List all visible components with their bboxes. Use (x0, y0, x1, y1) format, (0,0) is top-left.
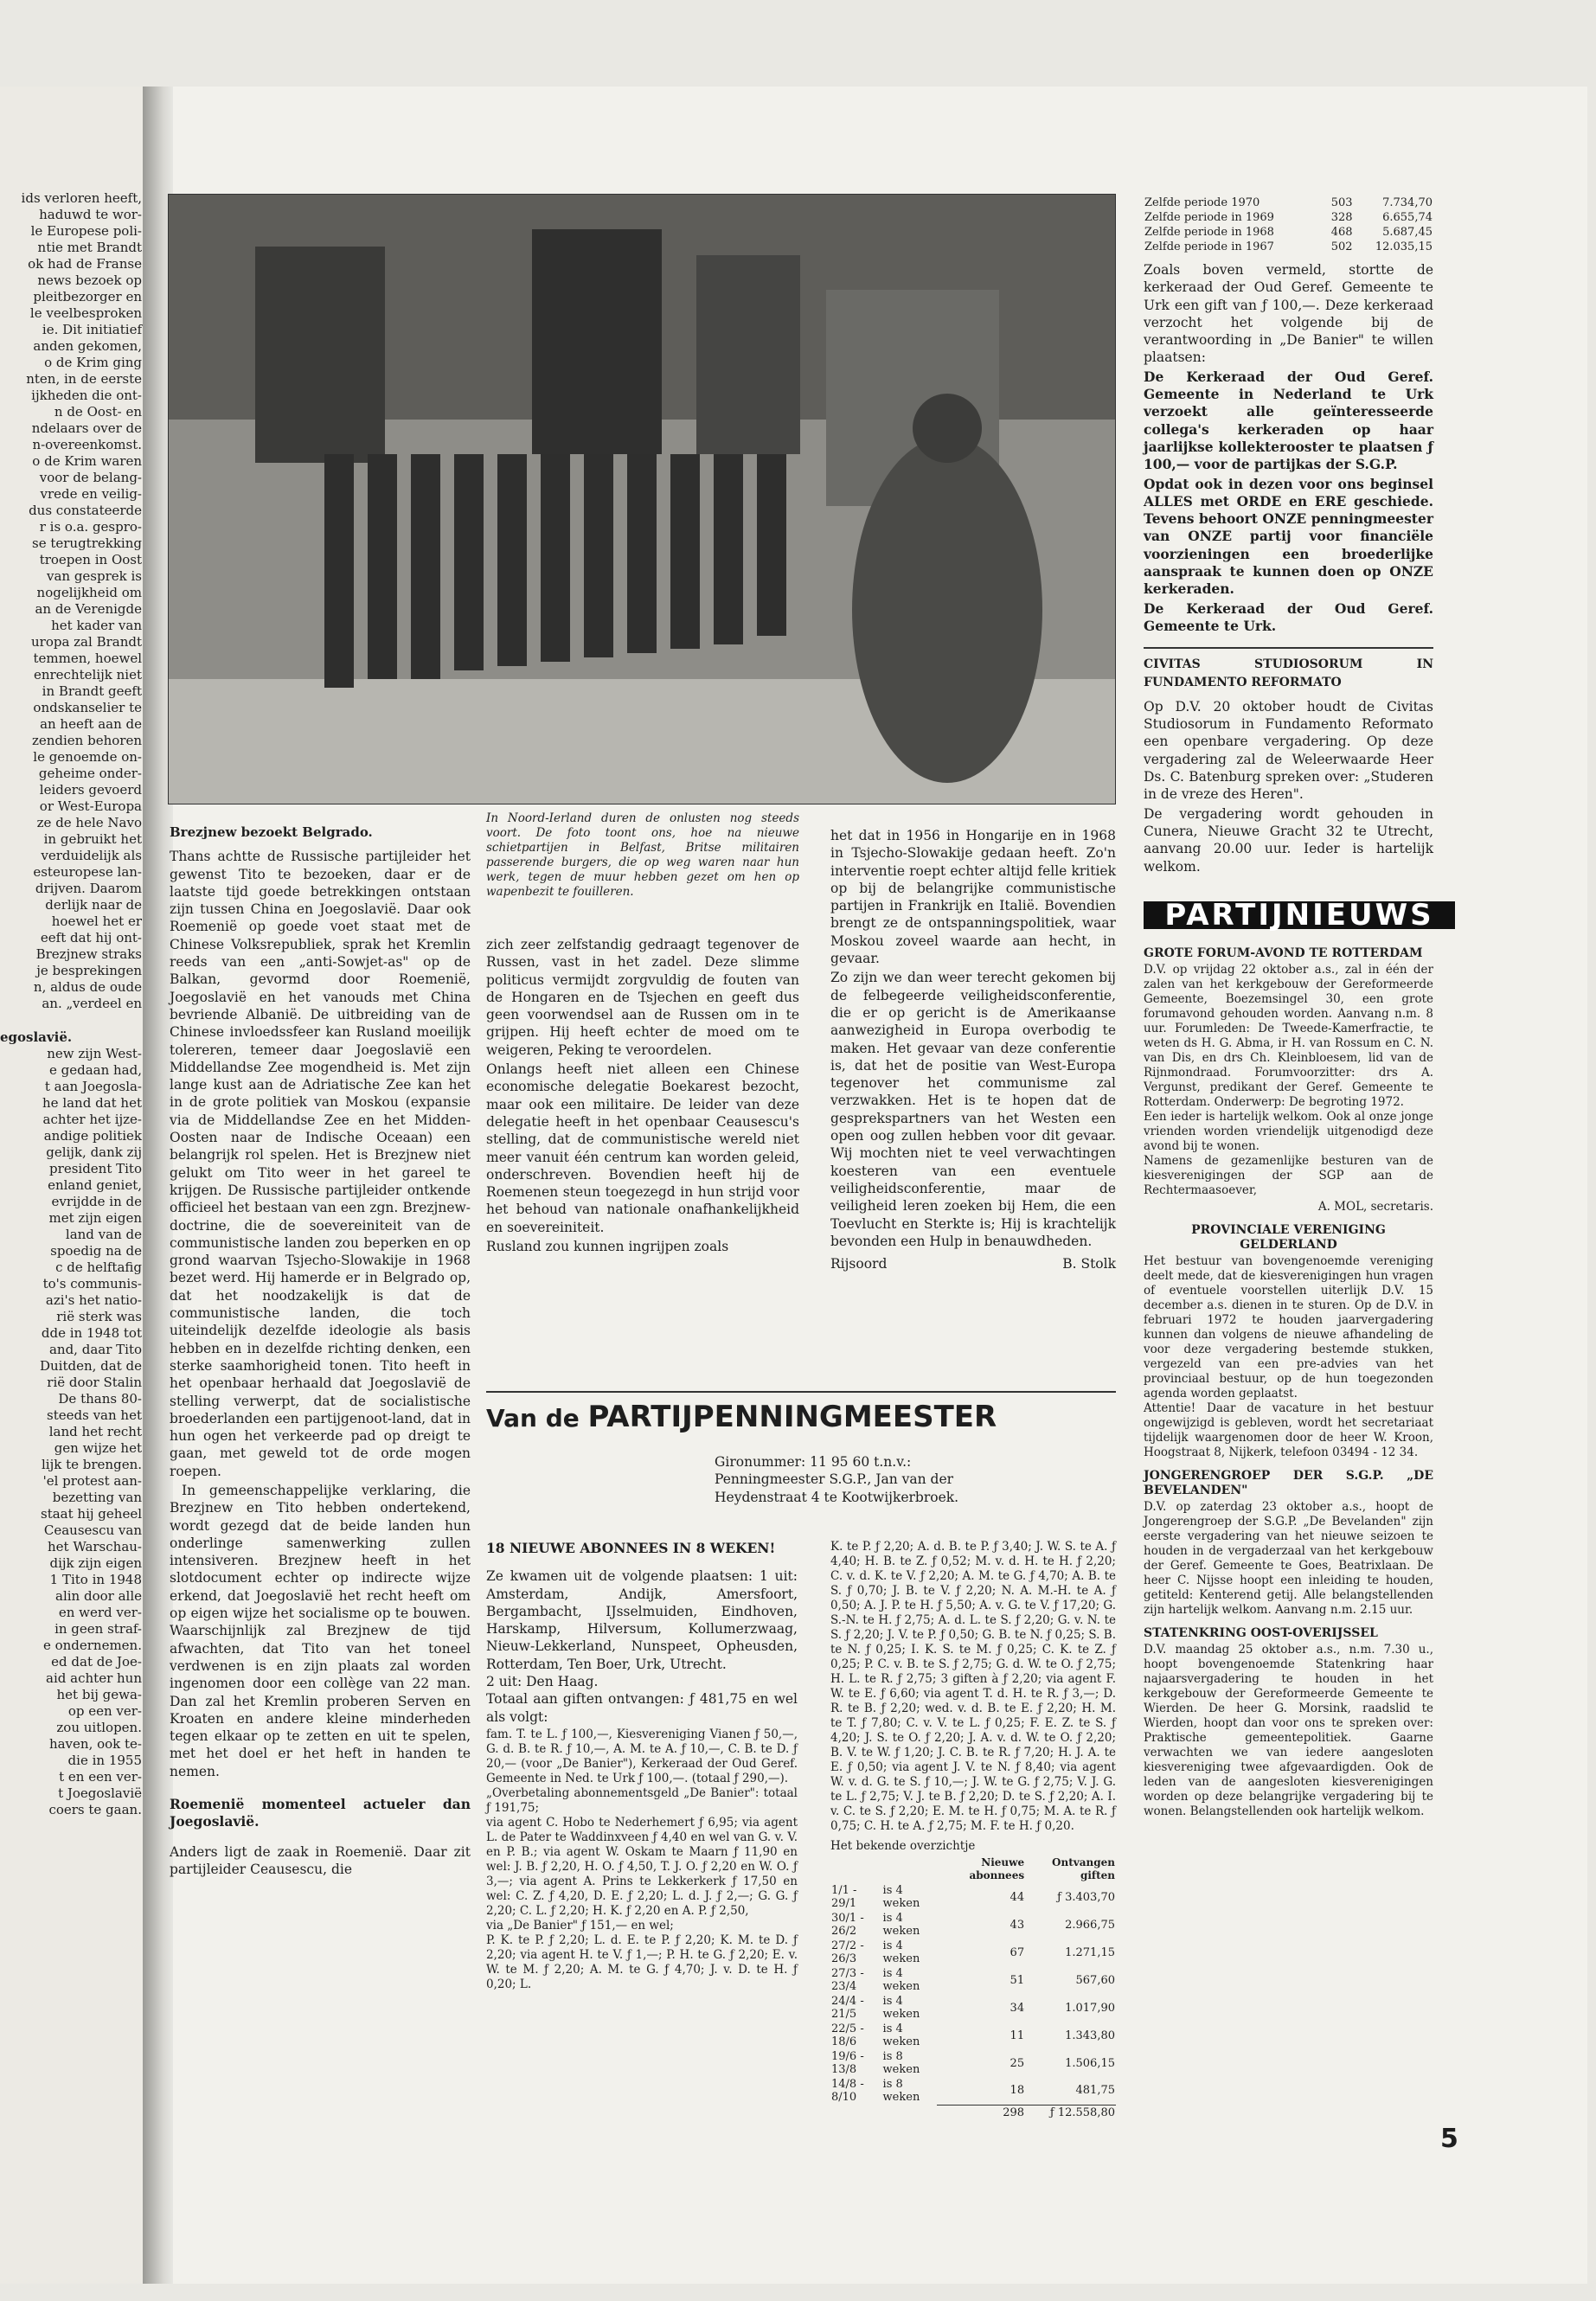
overview-cell: 11 (1010, 2029, 1025, 2042)
period-cell: Zelfde periode in 1967 (1144, 240, 1274, 253)
paragraph: De vergadering wordt gehouden in Cunera, Nieuwe Gracht 32 te Utrecht, aanvang 20.00 uur. Ieder is hartelijk welkom. (1144, 805, 1433, 875)
penning-heading: 18 NIEUWE ABONNEES IN 8 WEKEN! (486, 1540, 776, 1556)
overview-cell: is 8 weken (882, 2078, 920, 2104)
left-page-line: temmen, hoewel (33, 651, 142, 666)
left-page-line: to's communis- (42, 1276, 142, 1292)
bevelanden-title: JONGERENGROEP DER S.G.P. „DE BEVELANDEN" (1144, 1469, 1433, 1498)
paragraph-bold: De Kerkeraad der Oud Geref. Gemeente te Urk. (1144, 599, 1433, 634)
overview-cell: is 4 weken (882, 1967, 920, 1993)
forum-sign: A. MOL, secretaris. (1317, 1200, 1433, 1215)
period-cell: 502 (1330, 240, 1353, 253)
period-cell: Zelfde periode in 1969 (1144, 211, 1274, 224)
paragraph: In gemeenschappelijke verklaring, die Brezjnew en Tito hebben ondertekend, wordt gezegd dat de beide landen hun onderlinge samenwerking zullen intensiveren. Brezjnew heeft in het slotdocument echter op indirecte wijze erkend, dat Joegoslavië het recht heeft om op eigen wijze het socialisme op te bouwen. Waarschijnlijk zal Brezjnew de tijd afwachten, dat Tito van het toneel verdwenen is en zijn plaats zal worden ingenomen door een collège van 22 man. Dan zal het Kremlin proberen Serven en Kroaten en andere kleine minderheden tegen elkaar op te zetten en uit te spelen, met het doel er het heft in handen te nemen. (170, 1482, 471, 1779)
paragraph-bold: Opdat ook in dezen voor ons beginsel ALLES met ORDE en ERE geschiede. Tevens behoort ONZE penningmeester van ONZE partij voor financiële voorzieningen een broederlijke aanspraak te kunnen doen op ONZE kerkeraden. (1144, 475, 1433, 598)
title-prefix: Van de (486, 1404, 588, 1433)
overview-cell: 481,75 (1075, 2084, 1115, 2098)
left-page-heading: egoslavië. (0, 1029, 73, 1045)
overview-cell: 27/3 - 23/4 (831, 1967, 864, 1993)
left-page-line: an de Verenigde (35, 601, 142, 617)
left-page-line: 1 Tito in 1948 (49, 1572, 142, 1587)
left-page-line: he land dat het (42, 1095, 142, 1111)
overview-cell: 27/2 - 26/3 (831, 1939, 864, 1965)
left-page-line: ondskanselier te (33, 700, 142, 715)
period-row (1144, 225, 1433, 240)
gelder-title: PROVINCIALE VERENIGING GELDERLAND (1191, 1223, 1386, 1253)
left-page-line: in gebruikt het (43, 831, 142, 847)
left-page-line: en werd ver- (58, 1605, 142, 1620)
paragraph: Zo zijn we dan weer terecht gekomen bij de felbegeerde veiligheidsconferentie, die er op gericht is de Amerikaanse aanwezigheid in Europa overbodig te maken. Het gevaar van deze conferentie is, dat het de positie van West-Europa tegenover het communisme zal verzwakken. Het is te hopen dat de gesprekspartners van het Westen een open oog zullen hebben voor dit gevaar. Wij mochten niet te veel verwachtingen koesteren van een eventuele veiligheidsconferentie, maar de veiligheid leren zoeken bij Hem, die een Toevlucht en Sterkte is; Hij is krachtelijk bevonden een Hulp in benauwdheden. (830, 970, 1116, 1249)
overview-header: Ontvangen giften (1052, 1856, 1115, 1881)
bevelanden-text: D.V. op zaterdag 23 oktober a.s., hoopt de Jongerengroep der S.G.P. „De Bevelanden" zijn eerste vergadering van het nieuwe seizoen te houden in de vergaderzaal van het kerkgebouw der Geref. Gemeente te Goes, Beatrixlaan. De heer C. Nijsse hoopt een inleiding te houden, getiteld: Kenterend getij. Alle belangstellenden zijn hartelijk welkom. Aanvang n.m. 2.15 uur. (1144, 1500, 1433, 1618)
left-page-line: ntie met Brandt (37, 240, 142, 255)
left-page-line: o de Krim ging (44, 355, 142, 370)
overview-label: Het bekende overzichtje (830, 1839, 976, 1853)
overview-cell: 1.343,80 (1065, 2029, 1115, 2042)
overview-cell: is 4 weken (882, 1995, 920, 2021)
left-page-line: ids verloren heeft, (21, 190, 142, 206)
left-page-line: ze de hele Navo (36, 815, 142, 830)
left-page-line: ed dat de Joe- (51, 1654, 142, 1670)
left-page-line: azi's het natio- (45, 1292, 142, 1308)
left-page-line: se terugtrekking (32, 535, 142, 551)
period-cell: 5.687,45 (1382, 226, 1433, 239)
period-row (1144, 210, 1433, 225)
overview-cell: 1.271,15 (1065, 1945, 1115, 1959)
left-page-line: het bij gewa- (56, 1687, 142, 1702)
left-page-line: e gedaan had, (48, 1062, 142, 1078)
paragraph: Thans achtte de Russische partijleider het gewenst Tito te bezoeken, daar er de laatste tijd goede betrekkingen ontstaan zijn tussen China en Joegoslavië. Daar ook Roemenië op goede voet staat met de Chinese Volksrepubliek, sprak het Kremlin reeds van een „anti-Sowjet-as" op de Balkan, gevormd door Roemenië, Joegoslavië en het vanouds met China bevriende Albanië. De uitbreiding van de Chinese invloedssfeer kan Rusland moeilijk tolereren, temeer daar Joegoslavië een Middellandse Zee mogendheid is. Met zijn lange kust aan de Adriatische Zee kan het in de grote politiek van Moskou (expansie via de Middellandse Zee en het Midden-Oosten naar de Indische Oceaan) een belangrijk rol spelen. Het is Brezjnew niet gelukt om Tito weer in het gareel te krijgen. De Russische partijleider ontkende officieel het bestaan van een zgn. Brezjnew-doctrine, die de soevereiniteit van de communistische landen zou beperken en op grond waarvan Tsjecho-Slowakije in 1968 bezet werd. Hij hamerde er in Belgrado op, dat het noodzakelijk is dat de communistische landen, die toch uiteindelijk dezelfde ideologie als basis hebben en in dezelfde richting denken, een sterke saamhorigheid tonen. Tito heeft in het openbaar herhaald dat Joegoslavië de stelling verwerpt, dat de socialistische broederlanden een partijgenoot-land, dat in hun ogen het verkeerde pad op dreigt te gaan, met geweld tot de orde mogen roepen. (170, 849, 471, 1479)
partijnieuws-section (1144, 946, 1433, 1819)
overview-cell: is 4 weken (882, 1912, 920, 1938)
left-page-line: t en een ver- (59, 1769, 142, 1785)
left-page-line: met zijn eigen (48, 1210, 142, 1226)
overview-cell: 1.017,90 (1065, 2001, 1115, 2015)
left-page-line: zendien behoren (31, 733, 142, 748)
period-cell: Zelfde periode 1970 (1144, 196, 1260, 209)
paragraph: Onlangs heeft niet alleen een Chinese economische delegatie Boekarest bezocht, maar ook een militaire. De leider van deze delegatie heeft in het openbaar Ceausescu's stelling, dat de communistische wereld niet meer vanuit één centrum kan worden geleid, onderschreven. Bovendien heeft hij de Roemenen steun toegezegd in hun strijd voor het behoud van nationale onafhankelijkheid en soevereiniteit. (486, 1061, 799, 1235)
gelder-text: Het bestuur van bovengenoemde vereniging deelt mede, dat de kiesverenigingen hun vragen of eventuele voorstellen uiterlijk D.V. 15 december a.s. dienen in te sturen. Op de D.V. in februari 1972 te houden jaarvergadering kunnen dan volgens de nieuwe afhandeling de voor deze vergadering bestemde stukken, vergezeld van een pre-advies van het provinciaal bestuur, op de hun toegezonden agenda worden geplaatst. Attentie! Daar de vacature in het bestuur ongewijzigd is gebleven, wordt het secretariaat tijdelijk waargenomen door de heer W. Kroon, Hoogstraat 8, Nijkerk, telefoon 03494 - 12 34. (1144, 1254, 1433, 1460)
left-page-line: rië door Stalin (47, 1375, 142, 1390)
left-page-line: dijk zijn eigen (49, 1555, 142, 1571)
article-brezjnew-col1 (170, 824, 471, 1880)
period-cell: 12.035,15 (1375, 240, 1433, 253)
overview-cell: 567,60 (1075, 1973, 1115, 1987)
left-page-line: steeds van het (47, 1407, 142, 1423)
left-page-line: op een ver- (67, 1703, 142, 1719)
paragraph: Rusland zou kunnen ingrijpen zoals (486, 1239, 729, 1255)
overview-row (830, 2077, 1116, 2105)
left-page-line: haven, ook te- (48, 1736, 142, 1752)
photo-caption: In Noord-Ierland duren de onlusten nog steeds voort. De foto toont ons, hoe na nieuwe schietpartijen in Belfast, Britse militairen passerende burgers, die op weg waren naar hun werk, tegen de muur hebben gezet om hen op wapenbezit te fouilleren. (486, 811, 799, 899)
left-page-line: news bezoek op (37, 272, 142, 288)
overview-cell: 1.506,15 (1065, 2056, 1115, 2070)
left-page-line: t aan Joegosla- (44, 1079, 142, 1094)
paragraph: Anders ligt de zaak in Roemenië. Daar zit partijleider Ceausescu, die (170, 1843, 471, 1877)
paragraph: het dat in 1956 in Hongarije en in 1968 in Tsjecho-Slowakije gedaan heeft. Zo'n interventie roept echter altijd felle kritiek op bij de belangrijke communistische partijen in Frankrijk en Italië. Bovendien brengt ze de ontspanningspolitiek, waar Moskou zoveel waarde aan hecht, in gevaar. (830, 828, 1116, 967)
total-gifts: ƒ 12.558,80 (1025, 2105, 1116, 2120)
giro-info: Gironummer: 11 95 60 t.n.v.: Penningmeester S.G.P., Jan van der Heydenstraat 4 te Kootwijkerbroek. (715, 1454, 959, 1505)
overview-cell: 30/1 - 26/2 (831, 1912, 864, 1938)
overview-cell: 24/4 - 21/5 (831, 1995, 864, 2021)
right-column (1144, 195, 1433, 1821)
overview-row (830, 2049, 1116, 2077)
left-page-line: enland geniet, (48, 1177, 142, 1193)
left-page-line: Brezjnew straks (35, 946, 142, 962)
penning-list2: K. te P. ƒ 2,20; A. d. B. te P. ƒ 3,40; J. W. S. te A. ƒ 4,40; H. B. te Z. ƒ 0,52; M. v. d. H. te H. ƒ 2,20; C. v. d. K. te V. ƒ 2,20; A. M. te G. ƒ 4,70; A. B. te S. ƒ 0,70; J. B. te V. ƒ 2,20; N. A. M.-H. te A. ƒ 0,50; A. J. P. te H. ƒ 5,50; A. v. G. te V. ƒ 17,20; G. S.-N. te H. ƒ 2,75; A. d. L. te S. ƒ 2,20; G. v. N. te S. ƒ 2,20; J. V. te P. ƒ 0,50; G. B. te N. ƒ 0,25; S. B. te N. ƒ 0,25; I. K. S. te M. ƒ 0,25; C. K. te Z. ƒ 0,25; P. C. v. B. te S. ƒ 2,75; G. d. W. te O. ƒ 2,75; H. L. te R. ƒ 2,75; 3 giften à ƒ 2,20; via agent F. W. te E. ƒ 6,60; via agent T. d. H. te R. ƒ 3,—; D. R. te B. ƒ 2,20; wed. v. d. B. te E. ƒ 2,20; H. M. te T. ƒ 7,80; C. v. V. te L. ƒ 0,25; F. E. Z. te S. ƒ 4,20; J. S. te O. ƒ 2,20; J. A. v. d. W. te O. ƒ 2,20; B. V. te W. ƒ 1,20; J. C. B. te R. ƒ 7,20; H. J. A. te E. ƒ 0,50; via agent J. V. te N. ƒ 8,40; via agent W. v. d. G. te S. ƒ 10,—; J. W. te G. ƒ 2,75; V. J. G. te L. ƒ 2,75; V. J. te B. ƒ 2,20; D. te S. ƒ 2,20; A. I. v. C. te S. ƒ 2,20; E. M. te H. ƒ 0,75; M. A. te R. ƒ 0,75; C. H. te A. ƒ 2,75; M. F. te H. ƒ 0,20. (830, 1540, 1116, 1833)
left-page-line: rië sterk was (56, 1309, 142, 1324)
overview-row (830, 1939, 1116, 1966)
left-page-line: van gesprek is (46, 568, 142, 584)
left-page-line: De thans 80- (58, 1391, 142, 1407)
overview-cell: 1/1 - 29/1 (831, 1884, 857, 1910)
overview-cell: 25 (1010, 2056, 1025, 2070)
total-subscribers: 298 (937, 2105, 1025, 2120)
paragraph: zich zeer zelfstandig gedraagt tegenover de Russen, vast in het zadel. Deze slimme politicus vermijdt zorgvuldig de fouten van de Hongaren en de Tsjechen en geeft dus geen voorwendsel aan de Russen om in te grijpen. Hij heeft echter de moed om te weigeren, Peking te veroordelen. (486, 937, 799, 1058)
left-page-line: Duitden, dat de (39, 1358, 142, 1374)
left-page-line: derlijk naar de (45, 897, 142, 913)
overview-header (882, 1856, 937, 1883)
left-page-line: t Joegoslavië (58, 1785, 142, 1801)
period-cell: Zelfde periode in 1968 (1144, 226, 1274, 239)
left-page-line: zou uitlopen. (56, 1720, 142, 1735)
paragraph-bold: De Kerkeraad der Oud Geref. Gemeente in Nederland te Urk verzoekt alle geïnteresseerde collega's kerkeraden op haar jaarlijkse kollekterooster te plaatsen ƒ 100,— voor de partijkas der S.G.P. (1144, 368, 1433, 473)
forum-text: D.V. op vrijdag 22 oktober a.s., zal in één der zalen van het kerkgebouw der Gereformeerde Gemeente, Boezemsingel 30, een grote forumavond gehouden worden. Aanvang n.m. 8 uur. Forumleden: De Tweede-Kamerfractie, te weten ds H. G. Abma, ir H. van Rossum en C. N. van Dis, en drs Ch. Kleinbloesem, lid van de Rijnmondraad. Forumvoorzitter: drs A. Vergunst, predikant der Geref. Gemeente te Rotterdam. Onderwerp: De begroting 1972. Een ieder is hartelijk welkom. Ook al onze jonge vrienden worden vriendelijk uitgenodigd deze avond bij te wonen. Namens de gezamenlijke besturen van de kiesverenigingen der SGP aan de Rechtermaasoever, (1144, 963, 1433, 1198)
left-page-line: lijk te brengen. (42, 1457, 142, 1472)
overview-cell: 22/5 - 18/6 (831, 2022, 864, 2048)
overview-row (830, 1966, 1116, 1994)
page-number: 5 (1440, 2124, 1458, 2154)
left-page-line: coers te gaan. (48, 1802, 142, 1817)
forum-title: GROTE FORUM-AVOND TE ROTTERDAM (1144, 946, 1423, 961)
partijnieuws-banner: PARTIJNIEUWS (1144, 901, 1455, 929)
left-page-line: n, aldus de oude (33, 979, 142, 995)
left-page-line: 'el protest aan- (42, 1473, 142, 1489)
penning-col2 (830, 1540, 1116, 2120)
penning-list1: fam. T. te L. ƒ 100,—, Kiesvereniging Vianen ƒ 50,—, G. d. B. te R. ƒ 10,—, A. M. te A. ƒ 10,—, C. B. te D. ƒ 20,— (voor „De Banier"), Kerkeraad der Oud Geref. Gemeente in Ned. te Urk ƒ 100,—. (totaal ƒ 290,—). „Overbetaling abonnementsgeld „De Banier": totaal ƒ 191,75; via agent C. Hobo te Nederhemert ƒ 6,95; via agent L. de Pater te Waddinxveen ƒ 4,40 en wel van G. v. V. en P. B.; via agent W. Oskam te Maarn ƒ 11,90 en wel: J. B. ƒ 2,20, H. O. ƒ 4,50, T. J. O. ƒ 2,20 en W. O. ƒ 3,—; via agent A. Prins te Lekkerkerk ƒ 17,50 en wel: C. Z. ƒ 4,20, D. E. ƒ 2,20; L. d. J. ƒ 2,—; G. G. ƒ 2,20; C. L. ƒ 2,20; H. K. ƒ 2,20 en A. P. ƒ 2,50, via „De Banier" ƒ 151,— en wel; P. K. te P. ƒ 2,20; L. d. E. te P. ƒ 2,20; K. M. te D. ƒ 2,20; via agent H. te V. ƒ 1,—; P. H. te G. ƒ 2,20; E. v. W. te M. ƒ 2,20; A. M. te G. ƒ 4,70; J. v. D. te H. ƒ 0,20; L. (486, 1727, 798, 1991)
penning-title (486, 1400, 1126, 1434)
overijssel-text: D.V. maandag 25 oktober a.s., n.m. 7.30 u., hoopt bovengenoemde Statenkring haar najaarsvergadering te houden in het kerkgebouw der Gereformeerde Gemeente te Wierden. De heer G. Morsink, raadslid te Wierden, hoopt dan voor ons te spreken over: Praktische gemeentepolitiek. Gaarne verwachten we van iedere aangesloten kiesvereniging twee afgevaardigden. Ook de leden van de aangesloten kiesverenigingen worden op deze belangrijke vergadering bij te wonen. Belangstellenden ook hartelijk welkom. (1144, 1643, 1433, 1819)
left-page-line: eeft dat hij ont- (40, 930, 142, 945)
paragraph: Zoals boven vermeld, stortte de kerkeraad der Oud Geref. Gemeente te Urk een gift van ƒ 100,—. Deze kerkeraad verzocht het volgende bij de verantwoording in „De Banier" te willen plaatsen: (1144, 262, 1433, 366)
overijssel-title: STATENKRING OOST-OVERIJSSEL (1144, 1626, 1378, 1641)
left-page-line: geheime onder- (38, 766, 142, 781)
left-page-line: land van de (65, 1227, 142, 1242)
paragraph: Op D.V. 20 oktober houdt de Civitas Studiosorum in Fundamento Reformato een openbare vergadering. Op deze vergadering zal de Weleerwaarde Heer Ds. C. Batenburg spreken over: „Studeren in de vreze des Heren". (1144, 698, 1433, 803)
left-page-line: new zijn West- (47, 1046, 142, 1061)
overview-row (830, 2022, 1116, 2049)
left-page-line: die in 1955 (67, 1753, 142, 1768)
left-page-line: e ondernemen. (42, 1638, 142, 1653)
left-page-line: hoewel het er (51, 913, 142, 929)
left-page-line: het Warschau- (48, 1539, 142, 1554)
left-page-line: n de Oost- en (54, 404, 142, 420)
left-page-line: je besprekingen (36, 963, 142, 978)
overview-cell: 43 (1010, 1918, 1025, 1932)
article-brezjnew-col2 (486, 811, 799, 1257)
left-page-line: ijkheden die ont- (31, 388, 142, 403)
left-page-line: troepen in Oost (39, 552, 142, 567)
overview-header (830, 1856, 882, 1883)
left-page-line: vrede en veilig- (40, 486, 142, 502)
left-page-line: Ceausescu van (43, 1522, 142, 1538)
period-cell: 468 (1330, 226, 1353, 239)
period-cell: 503 (1330, 196, 1353, 209)
overview-row (830, 1911, 1116, 1939)
title-main: PARTIJPENNINGMEESTER (587, 1400, 997, 1434)
left-page-fragment (0, 87, 147, 2284)
overview-cell: 67 (1010, 1945, 1025, 1959)
left-page-line: n-overeenkomst. (32, 437, 142, 452)
left-page-line: in Brandt geeft (42, 683, 142, 699)
overview-row (830, 1883, 1116, 1911)
left-page-line: voor de belang- (39, 470, 142, 485)
left-page-line: nogelijkheid om (36, 585, 142, 600)
overview-table (830, 1856, 1116, 2120)
photo-belfast-search (168, 194, 1116, 804)
left-page-line: aid achter hun (46, 1670, 142, 1686)
left-page-line: or West-Europa (39, 798, 142, 814)
divider (486, 1391, 1116, 1393)
left-page-line: and, daar Tito (48, 1342, 142, 1357)
period-cell: 6.655,74 (1382, 211, 1433, 224)
period-row (1144, 240, 1433, 254)
left-page-line: ndelaars over de (31, 420, 142, 436)
civitas-title: CIVITAS STUDIOSORUM IN FUNDAMENTO REFORMATO (1144, 657, 1433, 689)
overview-cell: is 8 weken (882, 2050, 920, 2076)
left-page-line: esteuropese lan- (33, 864, 142, 880)
periods-table (1144, 195, 1433, 254)
left-page-line: le genoemde on- (33, 749, 142, 765)
left-page-line: le veelbesproken (29, 305, 142, 321)
left-page-line: spoedig na de (50, 1243, 142, 1259)
period-cell: 328 (1330, 211, 1353, 224)
left-page-line: dde in 1948 tot (41, 1325, 142, 1341)
overview-cell: 34 (1010, 2001, 1025, 2015)
left-page-line: drijven. Daarom (35, 881, 142, 896)
overview-cell: 2.966,75 (1065, 1918, 1115, 1932)
left-page-line: anden gekomen, (33, 338, 142, 354)
overview-cell: 44 (1010, 1890, 1025, 1904)
article-brezjnew-col3 (830, 827, 1116, 1272)
photo-illustration (169, 195, 1115, 804)
left-page-line: ok had de Franse (28, 256, 142, 272)
period-cell: 7.734,70 (1382, 196, 1433, 209)
left-page-line: bezetting van (52, 1490, 142, 1505)
left-page-line: gen wijze het (54, 1440, 142, 1456)
left-page-line: evrijdde in de (51, 1194, 142, 1209)
left-page-line: alin door alle (55, 1588, 142, 1604)
penning-col1 (486, 1540, 798, 1994)
left-page-line: dus constateerde (29, 503, 142, 518)
left-page-line: an heeft aan de (40, 716, 142, 732)
left-page-line: enrechtelijk niet (33, 667, 142, 683)
overview-row (830, 1994, 1116, 2022)
left-page-line: pleitbezorger en (33, 289, 142, 304)
overview-cell: 18 (1010, 2084, 1025, 2098)
left-page-line: achter het ijze- (42, 1112, 142, 1127)
left-page-line: leiders gevoerd (39, 782, 142, 798)
place: Rijsoord (830, 1256, 888, 1272)
left-page-line: het kader van (51, 618, 142, 633)
left-page-line: nten, in de eerste (26, 371, 142, 387)
article-title: Brezjnew bezoekt Belgrado. (170, 824, 373, 840)
divider (1144, 647, 1433, 649)
left-page-line: gelijk, dank zij (46, 1144, 142, 1160)
left-page-line: le Europese poli- (30, 223, 142, 239)
overview-cell: is 4 weken (882, 2022, 920, 2048)
left-page-line: r is o.a. gespro- (39, 519, 142, 535)
overview-cell: is 4 weken (882, 1939, 920, 1965)
left-page-line: andige politiek (43, 1128, 142, 1144)
author: B. Stolk (1062, 1256, 1116, 1272)
period-row (1144, 195, 1433, 210)
overview-cell: is 4 weken (882, 1884, 920, 1910)
left-page-line: haduwd te wor- (39, 207, 142, 222)
overview-cell: ƒ 3.403,70 (1057, 1890, 1115, 1904)
left-page-line: staat hij geheel (41, 1506, 142, 1522)
penning-intro: Ze kwamen uit de volgende plaatsen: 1 uit: Amsterdam, Andijk, Amersfoort, Bergambacht, IJsselmuiden, Eindhoven, Harskamp, Hilversum, Kollumerzwaag, Nieuw-Lekkerland, Nunspeet, Opheusden, Rotterdam, Ten Boer, Urk, Utrecht. 2 uit: Den Haag. Totaal aan giften ontvangen: ƒ 481,75 en wel als volgt: (486, 1568, 798, 1725)
left-page-line: verduidelijk als (41, 848, 142, 863)
overview-header: Nieuwe abonnees (969, 1856, 1025, 1881)
left-page-line: c de helftafig (55, 1259, 142, 1275)
subheading: Roemenië momenteel actueler dan Joegoslavië. (170, 1796, 471, 1830)
overview-cell: 51 (1010, 1973, 1025, 1987)
left-page-line: in geen straf- (54, 1621, 142, 1637)
overview-cell: 19/6 - 13/8 (831, 2050, 864, 2076)
left-page-line: o de Krim waren (32, 453, 142, 469)
left-page-line: ie. Dit initiatief (42, 322, 142, 337)
left-page-line: an. „verdeel en (42, 996, 142, 1011)
left-page-line: president Tito (49, 1161, 142, 1176)
left-page-line: uropa zal Brandt (30, 634, 142, 650)
overview-cell: 14/8 - 8/10 (831, 2078, 864, 2104)
left-page-line: land het recht (48, 1424, 142, 1439)
